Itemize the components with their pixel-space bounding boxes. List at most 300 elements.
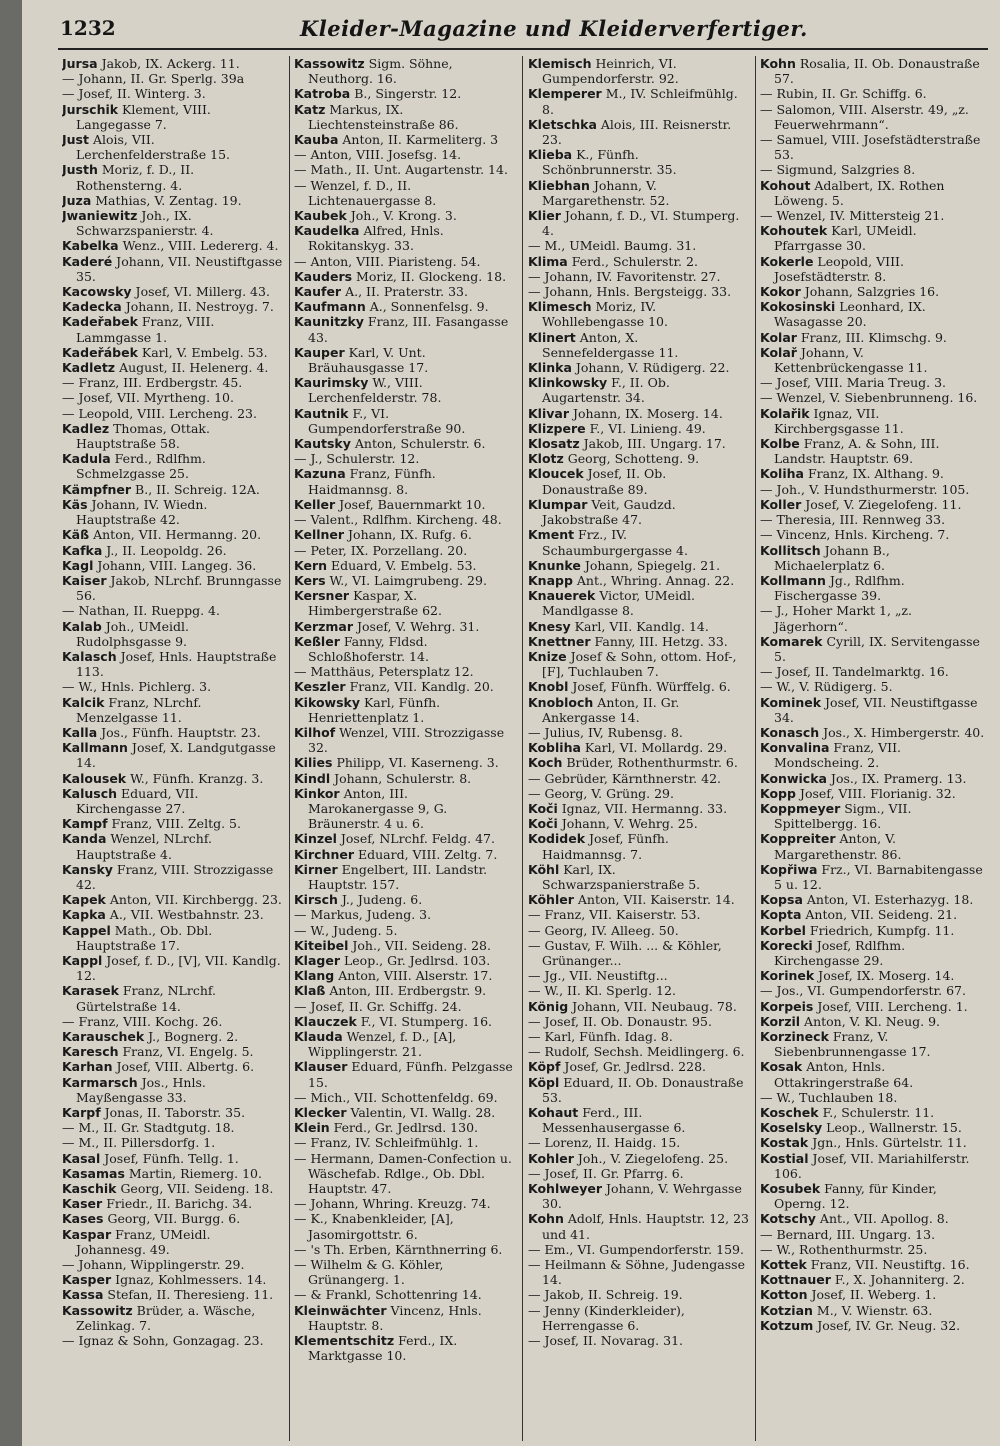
directory-entry — [528, 831, 750, 861]
directory-entry — [62, 1211, 284, 1226]
directory-entry — [760, 56, 988, 86]
entry-details: — Nathan, II. Rueppg. 4. — [62, 603, 220, 619]
entry-details: Johann, VII. Neubaug. 78. — [568, 998, 737, 1014]
entry-details: Franz, IX. Althang. 9. — [803, 466, 944, 482]
entry-details: Valentin, VI. Wallg. 28. — [346, 1105, 496, 1121]
entry-surname: Kautsky — [294, 436, 351, 452]
entry-surname: Kaunitzky — [294, 314, 364, 330]
directory-entry — [62, 1135, 284, 1150]
directory-entry — [760, 543, 988, 573]
entry-surname: Korzineck — [760, 1029, 829, 1044]
entry-details: Leonhard, IX. Wasagasse 20. — [774, 299, 926, 330]
entry-details: Ignaz, Kohlmessers. 14. — [111, 1272, 267, 1288]
entry-surname: Kirner — [294, 861, 338, 877]
entry-surname: Kohler — [528, 1150, 574, 1166]
directory-entry — [294, 269, 516, 284]
entry-details: Eduard, VII. Kirchengasse 27. — [76, 785, 199, 816]
directory-entry — [62, 740, 284, 770]
directory-entry — [62, 102, 284, 132]
entry-details: Leop., Gr. Jedlrsd. 103. — [340, 952, 491, 968]
directory-entry — [62, 482, 284, 497]
entry-surname: Klima — [528, 253, 568, 269]
directory-column-2 — [294, 56, 516, 1441]
directory-entry — [62, 497, 284, 527]
entry-surname: Kotzum — [760, 1317, 814, 1333]
directory-entry — [62, 786, 284, 816]
directory-entry — [62, 1287, 284, 1302]
entry-details: Jos., X. Himbergerstr. 40. — [819, 724, 985, 740]
entry-details: Jg., Rdlfhm. Fischergasse 39. — [774, 572, 905, 604]
directory-entry — [760, 299, 988, 329]
entry-details: Leop., Wallnerstr. 15. — [822, 1120, 962, 1136]
directory-entry — [62, 603, 284, 618]
entry-surname: Klementschitz — [294, 1333, 395, 1349]
entry-details: — Hermann, Damen-Confection u. Wäschefab. Rdlge., Ob. Dbl. Hauptstr. 47. — [294, 1150, 512, 1197]
entry-surname: Kopta — [760, 907, 802, 923]
entry-surname: Kasal — [62, 1150, 101, 1166]
directory-entry — [760, 1318, 988, 1333]
directory-entry — [294, 938, 516, 953]
entry-details: Anton, V. Margarethenstr. 86. — [774, 831, 902, 862]
directory-entry — [528, 755, 750, 770]
directory-entry — [760, 436, 988, 466]
directory-entry — [294, 314, 516, 344]
directory-entry — [528, 1211, 750, 1241]
entry-surname: Knapp — [528, 572, 573, 588]
directory-entry — [760, 740, 988, 770]
directory-entry — [62, 421, 284, 451]
entry-surname: Köpf — [528, 1059, 561, 1075]
directory-entry — [528, 983, 750, 998]
entry-details: — Wenzel, IV. Mittersteig 21. — [760, 208, 945, 224]
directory-entry — [760, 330, 988, 345]
entry-details: — Karl, Fünfh. Idag. 8. — [528, 1029, 673, 1044]
entry-details: — M., UMeidl. Baumg. 31. — [528, 238, 697, 254]
directory-entry — [760, 102, 988, 132]
entry-details: — W., Hnls. Pichlerg. 3. — [62, 679, 212, 695]
directory-entry — [62, 406, 284, 421]
entry-surname: Koselsky — [760, 1120, 823, 1136]
directory-entry — [760, 999, 988, 1014]
directory-entry — [760, 801, 988, 831]
directory-entry — [62, 558, 284, 573]
entry-details: A., VII. Westbahnstr. 23. — [105, 907, 264, 923]
entry-details: Wenz., VIII. Ledererg. 4. — [118, 238, 279, 254]
entry-surname: Koschek — [760, 1105, 819, 1121]
entry-surname: Kaufmann — [294, 299, 366, 315]
directory-entry — [62, 284, 284, 299]
entry-details: Joh., UMeidl. Rudolphsgasse 9. — [76, 618, 189, 649]
entry-surname: Kottek — [760, 1257, 807, 1273]
entry-surname: Kottnauer — [760, 1272, 831, 1288]
directory-entry — [528, 923, 750, 938]
directory-entry — [760, 1227, 988, 1242]
entry-details: — Jg., VII. Neustiftg... — [528, 968, 668, 984]
entry-surname: Käß — [62, 527, 90, 543]
entry-surname: Kadlez — [62, 420, 110, 436]
entry-details: F., X. Johanniterg. 2. — [830, 1272, 965, 1288]
directory-entry — [760, 1257, 988, 1272]
entry-details: — Josef, II. Gr. Pfarrg. 6. — [528, 1165, 684, 1181]
directory-entry — [760, 466, 988, 481]
directory-entry — [760, 1303, 988, 1318]
entry-surname: Karpf — [62, 1105, 101, 1121]
directory-entry — [62, 907, 284, 922]
directory-entry — [528, 968, 750, 983]
entry-surname: Korbel — [760, 922, 806, 938]
directory-entry — [528, 999, 750, 1014]
directory-entry — [294, 406, 516, 436]
entry-surname: Kersner — [294, 588, 350, 604]
directory-entry — [528, 907, 750, 922]
entry-details: Eduard, V. Embelg. 53. — [327, 557, 477, 573]
directory-entry — [760, 725, 988, 740]
entry-surname: Koppmeyer — [760, 800, 841, 816]
entry-surname: Kaser — [62, 1196, 103, 1212]
entry-surname: Kopřiwa — [760, 861, 818, 877]
entry-details: Josef, VIII. Albertg. 6. — [112, 1059, 255, 1075]
page-header — [0, 10, 1000, 50]
entry-surname: Keszler — [294, 679, 346, 695]
directory-entry — [294, 953, 516, 968]
entry-details: Sigm., VII. Spittelbergg. 16. — [774, 800, 912, 832]
directory-entry — [294, 1029, 516, 1059]
directory-entry — [528, 1181, 750, 1211]
directory-entry — [62, 983, 284, 1013]
entry-details: M., V. Wienstr. 63. — [812, 1302, 933, 1318]
directory-entry — [294, 466, 516, 496]
entry-surname: Knobl — [528, 679, 569, 695]
directory-entry — [760, 406, 988, 436]
directory-entry — [528, 695, 750, 725]
directory-entry — [760, 831, 988, 861]
directory-entry — [528, 117, 750, 147]
directory-entry — [528, 786, 750, 801]
entry-details: M., IV. Schleifmühlg. 8. — [542, 86, 738, 117]
directory-entry — [760, 1014, 988, 1029]
entry-details: Anton, VII. Kirchbergg. 23. — [105, 892, 282, 908]
entry-details: — Josef, II. Novarag. 31. — [528, 1333, 684, 1349]
directory-entry — [294, 345, 516, 375]
directory-entry — [294, 588, 516, 618]
entry-details: Anton, II. Gr. Ankergasse 14. — [542, 694, 680, 725]
directory-entry — [294, 178, 516, 208]
entry-surname: Koči — [528, 816, 558, 832]
entry-surname: Köpl — [528, 1074, 560, 1090]
entry-surname: Kassa — [62, 1287, 104, 1303]
directory-entry — [760, 1029, 988, 1059]
entry-details: Karl, Fünfh. Henriettenplatz 1. — [308, 694, 441, 725]
entry-surname: Kalasch — [62, 648, 117, 664]
entry-details: — Josef, VIII. Maria Treug. 3. — [760, 375, 947, 391]
directory-entry — [528, 1105, 750, 1135]
entry-surname: Knobloch — [528, 694, 594, 710]
entry-details: — Bernard, III. Ungarg. 13. — [760, 1226, 936, 1242]
entry-surname: Kagl — [62, 557, 94, 573]
directory-entry — [528, 375, 750, 405]
entry-surname: Knettner — [528, 633, 591, 649]
entry-details: Georg, Schotteng. 9. — [563, 451, 700, 467]
directory-entry — [760, 968, 988, 983]
entry-details: — Johann, Whring. Kreuzg. 74. — [294, 1196, 491, 1212]
entry-surname: Kases — [62, 1211, 104, 1227]
entry-surname: Klier — [528, 208, 561, 224]
entry-details: Johann, V. Wehrg. 25. — [557, 816, 698, 832]
entry-details: Josef, V. Wehrg. 31. — [353, 618, 480, 634]
entry-details: Josef, V. Ziegelofeng. 11. — [801, 496, 962, 512]
entry-details: — Josef, II. Winterg. 3. — [62, 86, 206, 102]
entry-details: Johann, VII. Neustiftgasse 35. — [76, 253, 283, 284]
entry-surname: Kauders — [294, 268, 353, 284]
directory-entry — [760, 527, 988, 542]
entry-details: Rosalia, II. Ob. Donaustraße 57. — [774, 56, 980, 87]
directory-entry — [62, 254, 284, 284]
entry-details: Karl, VII. Kandlg. 14. — [570, 618, 709, 634]
entry-surname: Knize — [528, 648, 567, 664]
entry-surname: Klager — [294, 952, 340, 968]
entry-surname: Kerzmar — [294, 618, 354, 634]
entry-details: Johann, Schulerstr. 8. — [330, 770, 472, 786]
entry-details: — Mich., VII. Schottenfeldg. 69. — [294, 1089, 498, 1105]
entry-surname: Kalusch — [62, 785, 118, 801]
entry-surname: Kilhof — [294, 724, 336, 740]
entry-surname: Klumpar — [528, 496, 588, 512]
directory-entry — [294, 1196, 516, 1211]
entry-details: Ferd., III. Messenhausergasse 6. — [542, 1105, 686, 1136]
entry-surname: Klivar — [528, 405, 570, 421]
entry-details: A., Sonnenfelsg. 9. — [365, 299, 489, 315]
entry-surname: Kapka — [62, 907, 106, 923]
entry-surname: Keßler — [294, 633, 340, 649]
directory-entry — [528, 406, 750, 421]
entry-details: Adolf, Hnls. Hauptstr. 12, 23 und 41. — [542, 1211, 749, 1242]
entry-surname: Korpeis — [760, 998, 814, 1014]
entry-surname: Keller — [294, 496, 336, 512]
entry-details: — & Frankl, Schottenring 14. — [294, 1287, 482, 1303]
directory-column-1 — [62, 56, 284, 1441]
entry-surname: Kotschy — [760, 1211, 816, 1227]
entry-surname: Kalab — [62, 618, 102, 634]
column-divider — [522, 56, 523, 1441]
entry-details: Johann, V. Rüdigerg. 22. — [571, 360, 730, 376]
entry-surname: Kafka — [62, 542, 103, 558]
entry-details: — Matthäus, Petersplatz 12. — [294, 664, 474, 680]
directory-entry — [760, 254, 988, 284]
directory-entry — [528, 360, 750, 375]
entry-details: Josef, Hnls. Hauptstraße 113. — [76, 648, 277, 680]
directory-entry — [294, 634, 516, 664]
entry-details: Jos., Hnls. Mayßengasse 33. — [76, 1074, 206, 1105]
entry-details: — W., II. Kl. Sperlg. 12. — [528, 983, 676, 999]
entry-details: — Josef, II. Gr. Schiffg. 24. — [294, 998, 462, 1014]
entry-surname: Kolar — [760, 329, 797, 345]
directory-entry — [294, 543, 516, 558]
directory-entry — [528, 1257, 750, 1287]
directory-entry — [760, 390, 988, 405]
entry-details: Alois, III. Reisnerstr. 23. — [542, 116, 732, 148]
entry-details: Johann, Salzgries 16. — [800, 284, 940, 300]
entry-surname: Kosak — [760, 1059, 803, 1075]
entry-details: Moriz, II. Glockeng. 18. — [352, 268, 507, 284]
entry-details: — Anton, VIII. Piaristeng. 54. — [294, 253, 481, 269]
entry-surname: Klinert — [528, 329, 576, 345]
entry-details: Kaspar, X. Himbergerstraße 62. — [308, 588, 442, 619]
entry-details: Anton, VIII. Alserstr. 17. — [334, 968, 493, 984]
directory-entry — [760, 1151, 988, 1181]
entry-surname: Kokor — [760, 284, 801, 300]
directory-entry — [760, 1287, 988, 1302]
entry-surname: Kosubek — [760, 1181, 821, 1197]
directory-entry — [528, 254, 750, 269]
directory-entry — [528, 299, 750, 329]
entry-details: — Julius, IV, Rubensg. 8. — [528, 724, 683, 740]
entry-surname: Käs — [62, 496, 88, 512]
directory-entry — [62, 1333, 284, 1348]
entry-details: Franz, Fünfh. Haidmannsg. 8. — [308, 466, 436, 497]
entry-surname: Klauda — [294, 1029, 343, 1044]
entry-surname: Kolbe — [760, 436, 800, 452]
directory-entry — [528, 497, 750, 527]
directory-entry — [528, 1075, 750, 1105]
entry-details: F., VI. Gumpendorferstraße 90. — [308, 405, 466, 436]
entry-details: — Em., VI. Gumpendorferstr. 159. — [528, 1241, 744, 1257]
entry-details: Josef, Gr. Jedlrsd. 228. — [560, 1059, 707, 1075]
directory-entry — [294, 907, 516, 922]
directory-entry — [62, 1014, 284, 1029]
entry-details: — Peter, IX. Porzellang. 20. — [294, 542, 468, 558]
entry-details: Johann, IX. Moserg. 14. — [569, 405, 723, 421]
entry-surname: Kloucek — [528, 466, 584, 482]
entry-surname: Kleinwächter — [294, 1302, 387, 1318]
entry-details: — Heilmann & Söhne, Judengasse 14. — [528, 1257, 745, 1288]
directory-entry — [294, 1059, 516, 1089]
directory-entry — [62, 238, 284, 253]
directory-entry — [62, 360, 284, 375]
entry-details: — 's Th. Erben, Kärnthnerring 6. — [294, 1241, 503, 1257]
directory-entry — [294, 862, 516, 892]
directory-entry — [760, 1059, 988, 1089]
directory-entry — [760, 482, 988, 497]
entry-details: Johann, V. Wehrgasse 30. — [542, 1181, 742, 1212]
entry-details: Johann, f. D., VI. Stumperg. 4. — [542, 208, 740, 239]
directory-entry — [62, 1151, 284, 1166]
directory-entry — [62, 299, 284, 314]
entry-details: Wenzel, NLrchf. Hauptstraße 4. — [76, 831, 213, 862]
directory-entry — [760, 497, 988, 512]
directory-entry — [294, 1135, 516, 1150]
entry-surname: Kilies — [294, 755, 333, 771]
entry-details: Josef, f. D., [V], VII. Kandlg. 12. — [76, 952, 281, 984]
directory-entry — [528, 1059, 750, 1074]
entry-surname: Kinkor — [294, 785, 340, 801]
entry-surname: Korinek — [760, 968, 815, 984]
directory-entry — [760, 892, 988, 907]
entry-details: Anton, VI. Esterhazyg. 18. — [802, 892, 974, 908]
directory-entry — [62, 831, 284, 861]
entry-details: Johann, Spiegelg. 21. — [580, 557, 721, 573]
directory-entry — [294, 1287, 516, 1302]
entry-surname: Kostial — [760, 1150, 809, 1166]
entry-surname: Klauser — [294, 1059, 348, 1075]
entry-details: Stefan, II. Theresieng. 11. — [103, 1287, 274, 1303]
entry-surname: Kappel — [62, 922, 111, 938]
directory-entry — [760, 345, 988, 375]
directory-entry — [294, 1151, 516, 1197]
entry-details: — Johann, Wipplingerstr. 29. — [62, 1257, 245, 1273]
directory-entry — [528, 1135, 750, 1150]
entry-details: Moriz, IV. Wohllebengasse 10. — [542, 299, 668, 330]
directory-entry — [294, 56, 516, 86]
entry-details: — Jenny (Kinderkleider), Herrengasse 6. — [528, 1302, 685, 1333]
entry-surname: Kikowsky — [294, 694, 360, 710]
directory-entry — [760, 634, 988, 664]
entry-details: Anton, VII. Seideng. 21. — [801, 907, 958, 923]
entry-details: Georg, VII. Seideng. 18. — [116, 1181, 274, 1197]
entry-surname: Kaiser — [62, 572, 107, 588]
entry-details: Josef, VIII. Florianig. 32. — [795, 785, 956, 801]
directory-entry — [294, 786, 516, 832]
directory-entry — [294, 771, 516, 786]
entry-details: — J., Hoher Markt 1, „z. Jägerhorn“. — [760, 603, 912, 634]
entry-surname: Kadeřábek — [62, 344, 138, 360]
entry-details: Ignaz, VII. Kirchbergsgasse 11. — [774, 405, 904, 436]
directory-entry — [760, 1181, 988, 1211]
entry-details: — Anton, VIII. Josefsg. 14. — [294, 147, 462, 163]
entry-details: — Vincenz, Hnls. Kircheng. 7. — [760, 527, 950, 543]
directory-entry — [528, 421, 750, 436]
directory-entry — [294, 1257, 516, 1287]
directory-entry — [62, 1257, 284, 1272]
directory-entry — [62, 1272, 284, 1287]
directory-entry — [760, 1120, 988, 1135]
entry-surname: Kletschka — [528, 116, 597, 132]
entry-details: — Joh., V. Hundsthurmerstr. 105. — [760, 481, 970, 497]
directory-entry — [528, 1166, 750, 1181]
entry-surname: Klemisch — [528, 56, 592, 71]
entry-details: Frz., VI. Barnabitengasse 5 u. 12. — [774, 861, 983, 892]
entry-details: Eduard, II. Ob. Donaustraße 53. — [542, 1074, 744, 1105]
directory-entry — [760, 132, 988, 162]
directory-entry — [294, 254, 516, 269]
directory-entry — [528, 178, 750, 208]
directory-entry — [294, 284, 516, 299]
directory-entry — [760, 862, 988, 892]
directory-entry — [62, 71, 284, 86]
directory-entry — [294, 619, 516, 634]
entry-details: Martin, Riemerg. 10. — [124, 1165, 262, 1181]
entry-details: Josef & Sohn, ottom. Hof-, [F], Tuchlauben 7. — [542, 648, 737, 680]
directory-entry — [62, 1044, 284, 1059]
entry-details: A., II. Praterstr. 33. — [341, 284, 468, 300]
entry-surname: Kotton — [760, 1287, 808, 1303]
directory-entry — [760, 664, 988, 679]
entry-details: — Salomon, VIII. Alserstr. 49, „z. Feuerwehrmann“. — [760, 101, 969, 132]
entry-details: Victor, UMeidl. Mandlgasse 8. — [542, 588, 695, 619]
directory-entry — [528, 816, 750, 831]
directory-entry — [760, 86, 988, 101]
entry-surname: Kopsa — [760, 892, 803, 908]
directory-entry — [294, 497, 516, 512]
entry-details: — Ignaz & Sohn, Gonzagag. 23. — [62, 1333, 264, 1349]
directory-entry — [294, 1303, 516, 1333]
entry-details: Philipp, VI. Kaserneng. 3. — [332, 755, 499, 771]
entry-details: Friedrich, Kumpfg. 11. — [805, 922, 955, 938]
directory-entry — [62, 314, 284, 344]
entry-surname: Kansky — [62, 861, 113, 877]
directory-entry — [62, 1120, 284, 1135]
entry-details: Johann B., Michaelerplatz 6. — [774, 542, 890, 573]
entry-details: Johann, IX. Rufg. 6. — [344, 527, 472, 543]
